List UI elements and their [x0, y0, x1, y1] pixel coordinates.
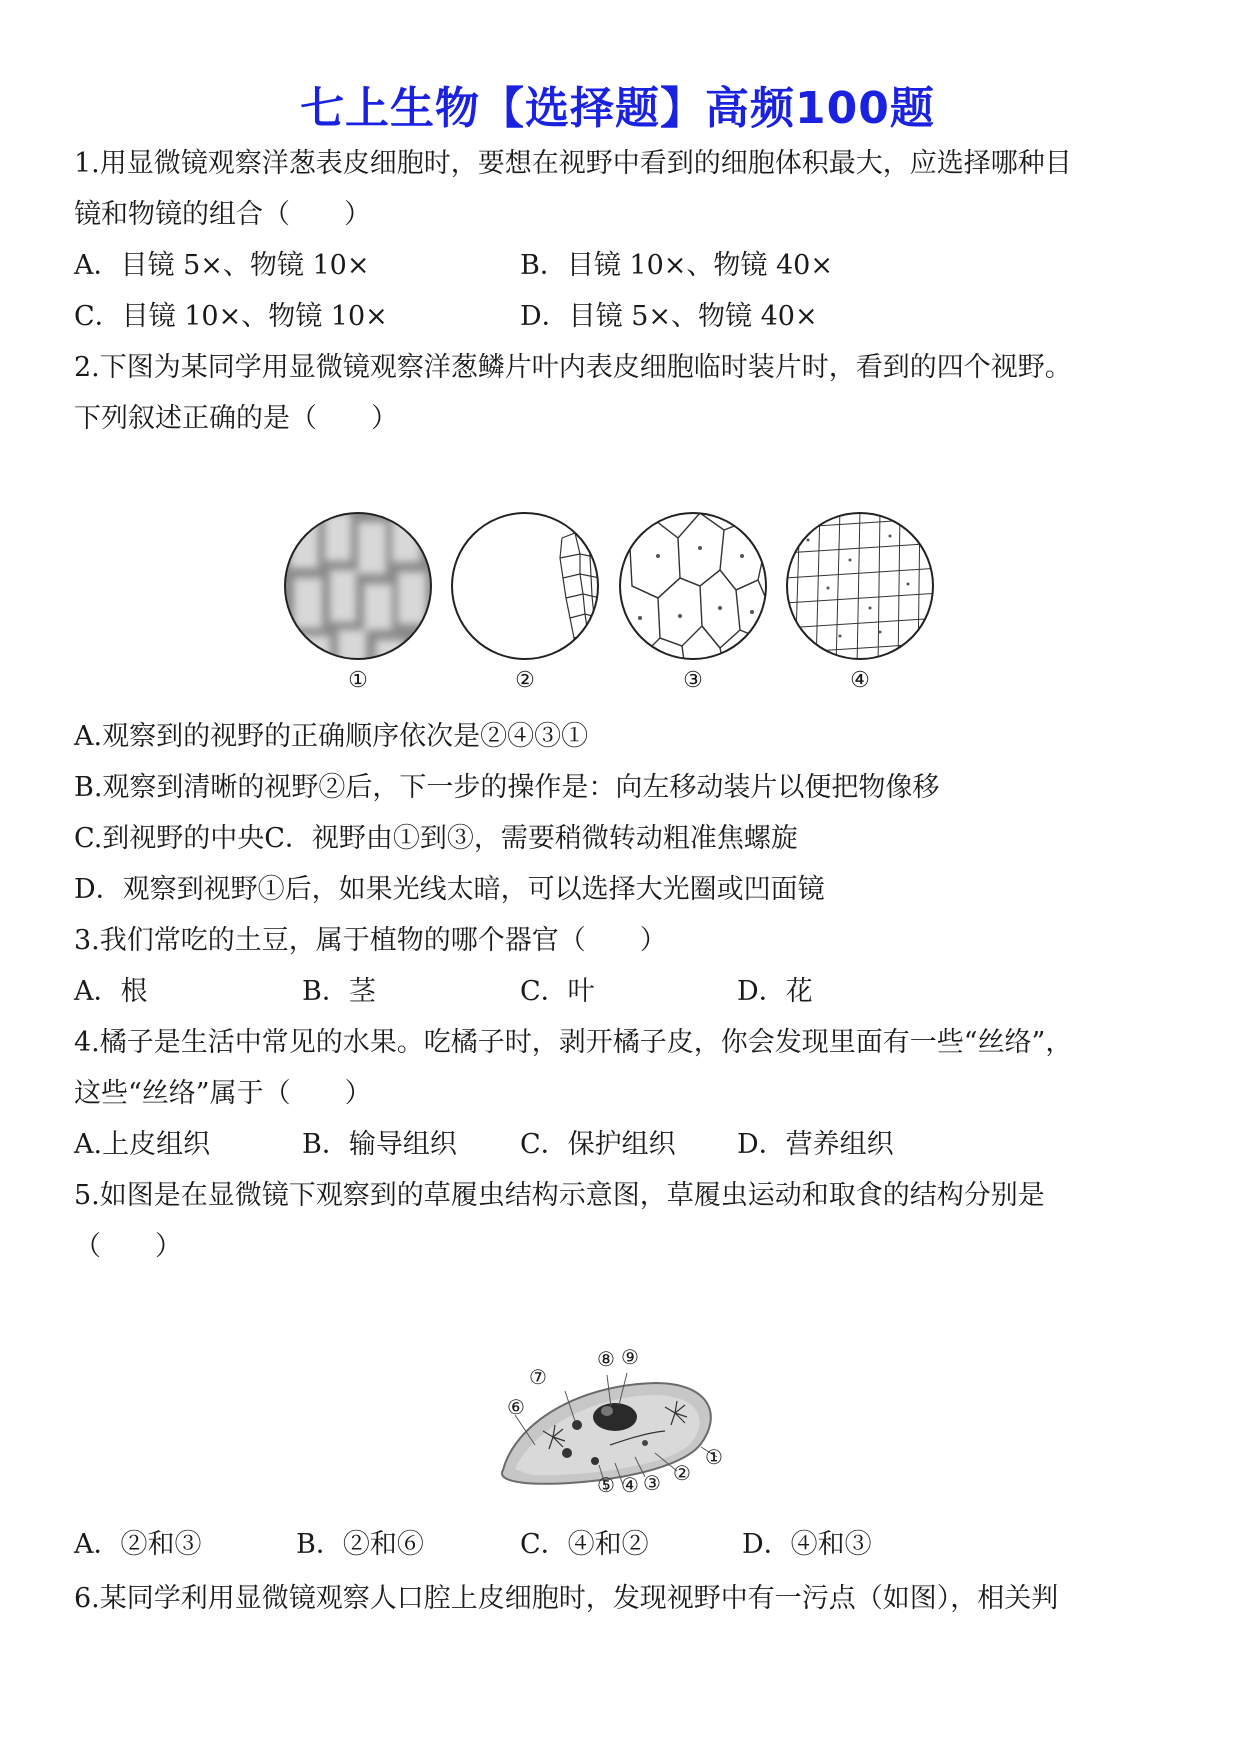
paramecium-figure	[495, 1345, 735, 1495]
q2-option-d: D．观察到视野①后，如果光线太暗，可以选择大光圈或凹面镜	[74, 874, 825, 905]
field-label-3: ③	[683, 668, 703, 693]
paramecium-label-5: ⑤	[597, 1473, 615, 1497]
paramecium-label-3: ③	[643, 1471, 661, 1495]
q4-stem-line1: 4.橘子是生活中常见的水果。吃橘子时，剥开橘子皮，你会发现里面有一些“丝络”，	[74, 1027, 1073, 1058]
q1-option-c: C．目镜 10×、物镜 10×	[74, 301, 388, 332]
paramecium-label-1: ①	[705, 1445, 723, 1469]
q2-option-c: C.到视野的中央C．视野由①到③，需要稍微转动粗准焦螺旋	[74, 823, 798, 854]
q4-option-b: B．输导组织	[302, 1129, 457, 1160]
q3-stem: 3.我们常吃的土豆，属于植物的哪个器官（ ）	[74, 925, 667, 956]
field-2-offset	[450, 508, 610, 668]
q2-stem-line1: 2.下图为某同学用显微镜观察洋葱鳞片叶内表皮细胞临时装片时，看到的四个视野。	[74, 352, 1072, 383]
paramecium-label-6: ⑥	[507, 1395, 525, 1419]
q3-option-b: B．茎	[302, 976, 376, 1007]
page-title: 七上生物【选择题】高频100题	[300, 83, 935, 134]
microscope-fields-figure	[280, 508, 960, 698]
q1-option-a: A．目镜 5×、物镜 10×	[74, 250, 370, 281]
q1-option-b: B．目镜 10×、物镜 40×	[520, 250, 833, 281]
q2-option-a: A.观察到的视野的正确顺序依次是②④③①	[74, 721, 589, 752]
q5-stem-line2: （ ）	[74, 1231, 182, 1262]
q4-option-d: D．营养组织	[737, 1129, 894, 1160]
q3-option-d: D．花	[737, 976, 813, 1007]
q1-stem-line1: 1.用显微镜观察洋葱表皮细胞时，要想在视野中看到的细胞体积最大，应选择哪种目	[74, 148, 1072, 179]
q5-option-b: B．②和⑥	[296, 1529, 424, 1560]
q3-option-c: C．叶	[520, 976, 595, 1007]
q1-option-d: D．目镜 5×、物镜 40×	[520, 301, 818, 332]
q4-option-a: A.上皮组织	[74, 1129, 211, 1160]
paramecium-label-8: ⑧	[597, 1347, 615, 1371]
q5-stem-line1: 5.如图是在显微镜下观察到的草履虫结构示意图，草履虫运动和取食的结构分别是	[74, 1180, 1045, 1211]
q1-stem-line2: 镜和物镜的组合（ ）	[74, 199, 371, 230]
paramecium-label-7: ⑦	[529, 1365, 547, 1389]
paramecium-label-9: ⑨	[621, 1345, 639, 1369]
q5-option-c: C．④和②	[520, 1529, 649, 1560]
field-4-small-cells	[785, 508, 945, 668]
q2-stem-line2: 下列叙述正确的是（ ）	[74, 403, 398, 434]
q5-option-d: D．④和③	[742, 1529, 872, 1560]
q4-stem-line2: 这些“丝络”属于（ ）	[74, 1078, 372, 1109]
paramecium-label-2: ②	[673, 1461, 691, 1485]
q4-option-c: C．保护组织	[520, 1129, 676, 1160]
q5-option-a: A．②和③	[74, 1529, 202, 1560]
q3-option-a: A．根	[74, 976, 148, 1007]
paramecium-label-4: ④	[621, 1473, 639, 1497]
field-label-2: ②	[515, 668, 535, 693]
field-1-blurred	[280, 508, 440, 670]
q6-stem-line1: 6.某同学利用显微镜观察人口腔上皮细胞时，发现视野中有一污点（如图），相关判	[74, 1583, 1059, 1614]
field-label-4: ④	[850, 668, 870, 693]
q2-option-b: B.观察到清晰的视野②后，下一步的操作是：向左移动装片以便把物像移	[74, 772, 940, 803]
field-label-1: ①	[348, 668, 368, 693]
